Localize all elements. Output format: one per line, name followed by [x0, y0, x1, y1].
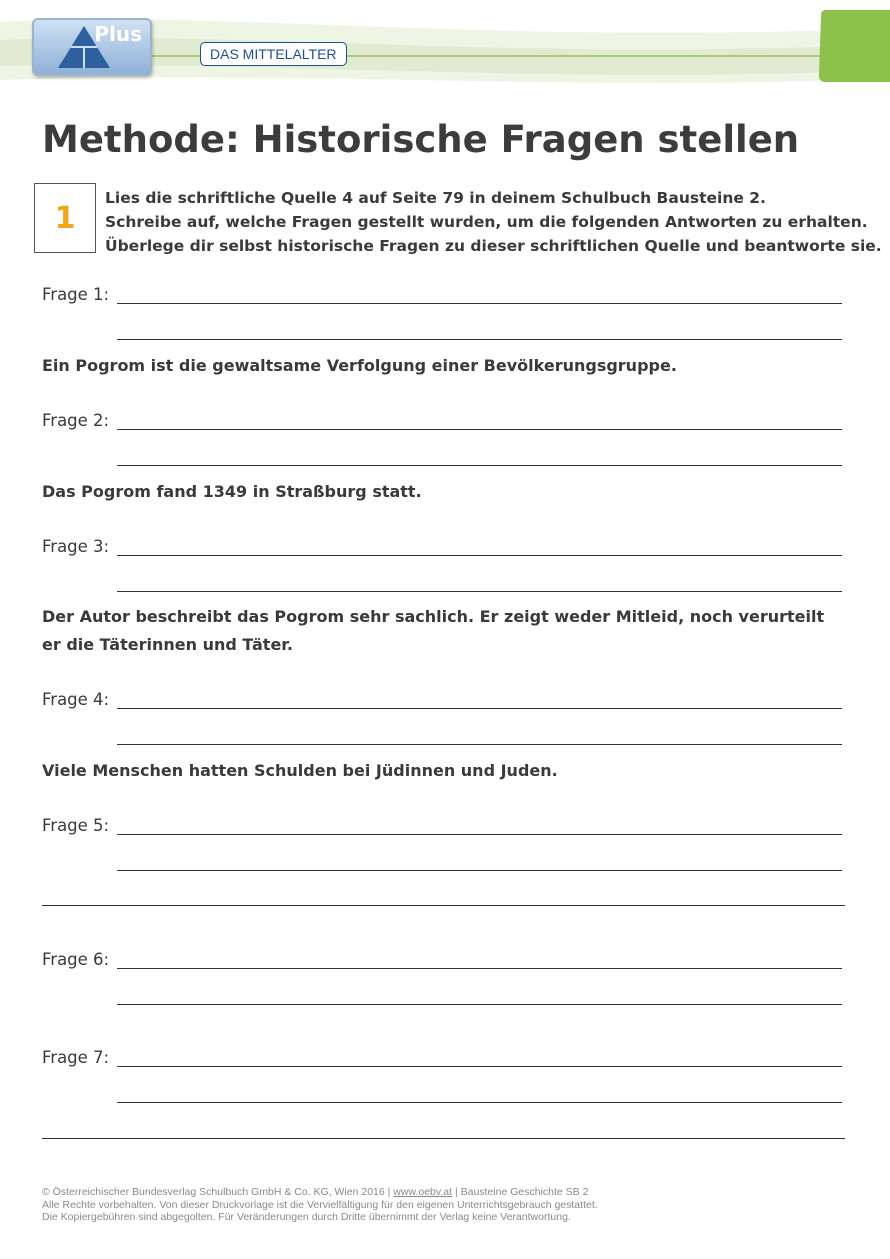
answer-text-4: Viele Menschen hatten Schulden bei Jüdinnen und Juden. — [42, 761, 558, 780]
instruction-line: Lies die schriftliche Quelle 4 auf Seite 79 in deinem Schulbuch Bausteine 2. — [105, 189, 766, 207]
answer-text-1: Ein Pogrom ist die gewaltsame Verfolgung einer Bevölkerungsgruppe. — [42, 356, 677, 375]
answer-line[interactable] — [117, 870, 842, 871]
answer-text-2: Das Pogrom fand 1349 in Straßburg statt. — [42, 482, 422, 501]
answer-line[interactable] — [117, 834, 842, 835]
task-number: 1 — [54, 200, 76, 236]
answer-line[interactable] — [117, 1102, 842, 1103]
instruction-line: Überlege dir selbst historische Fragen zu dieser schriftlichen Quelle und beantworte sie. — [105, 237, 882, 255]
answer-line[interactable] — [117, 744, 842, 745]
question-label-2: Frage 2: — [42, 411, 110, 430]
answer-line[interactable] — [42, 1138, 845, 1139]
answer-line[interactable] — [117, 968, 842, 969]
footer-line-1 — [42, 1186, 598, 1199]
answer-line[interactable] — [117, 591, 842, 592]
footer-line-2: Alle Rechte vorbehalten. Von dieser Druckvorlage ist die Vervielfältigung für den eigenen Unterrichtsgebrauch gestattet. — [42, 1198, 598, 1211]
answer-text-3: Der Autor beschreibt das Pogrom sehr sachlich. Er zeigt weder Mitleid, noch verurteilt er die Täterinnen und Täter. — [42, 607, 825, 654]
logo-text: Plus — [94, 22, 142, 46]
answer-line[interactable] — [117, 708, 842, 709]
question-label-3: Frage 3: — [42, 537, 110, 556]
task-instructions — [105, 186, 882, 258]
question-label-6: Frage 6: — [42, 950, 110, 969]
answer-line[interactable] — [117, 1004, 842, 1005]
answer-line[interactable] — [117, 429, 842, 430]
chapter-tag: DAS MITTELALTER — [200, 42, 347, 66]
question-label-5: Frage 5: — [42, 816, 110, 835]
task-number-box — [34, 183, 96, 253]
answer-line[interactable] — [117, 465, 842, 466]
publisher-link[interactable]: www.oebv.at — [393, 1186, 453, 1198]
page-title: Methode: Historische Fragen stellen — [42, 118, 800, 161]
question-label-1: Frage 1: — [42, 285, 110, 304]
plus-logo — [32, 18, 152, 76]
answer-line[interactable] — [117, 555, 842, 556]
footer-copyright: © Österreichischer Bundesverlag Schulbuch GmbH & Co. KG, Wien 2016 | — [42, 1186, 394, 1198]
answer-line[interactable] — [117, 339, 842, 340]
answer-line[interactable] — [42, 905, 845, 906]
answer-line[interactable] — [117, 1066, 842, 1067]
chapter-color-tab — [819, 10, 890, 82]
answer-line[interactable] — [117, 303, 842, 304]
footer — [42, 1186, 598, 1224]
instruction-line: Schreibe auf, welche Fragen gestellt wurden, um die folgenden Antworten zu erhalten. — [105, 213, 868, 231]
footer-line-3: Die Kopiergebühren sind abgegolten. Für Veränderungen durch Dritte übernimmt der Verlag keine Verantwortung. — [42, 1211, 571, 1223]
question-label-4: Frage 4: — [42, 690, 110, 709]
footer-book: | Bausteine Geschichte SB 2 — [452, 1186, 589, 1198]
question-label-7: Frage 7: — [42, 1048, 110, 1067]
